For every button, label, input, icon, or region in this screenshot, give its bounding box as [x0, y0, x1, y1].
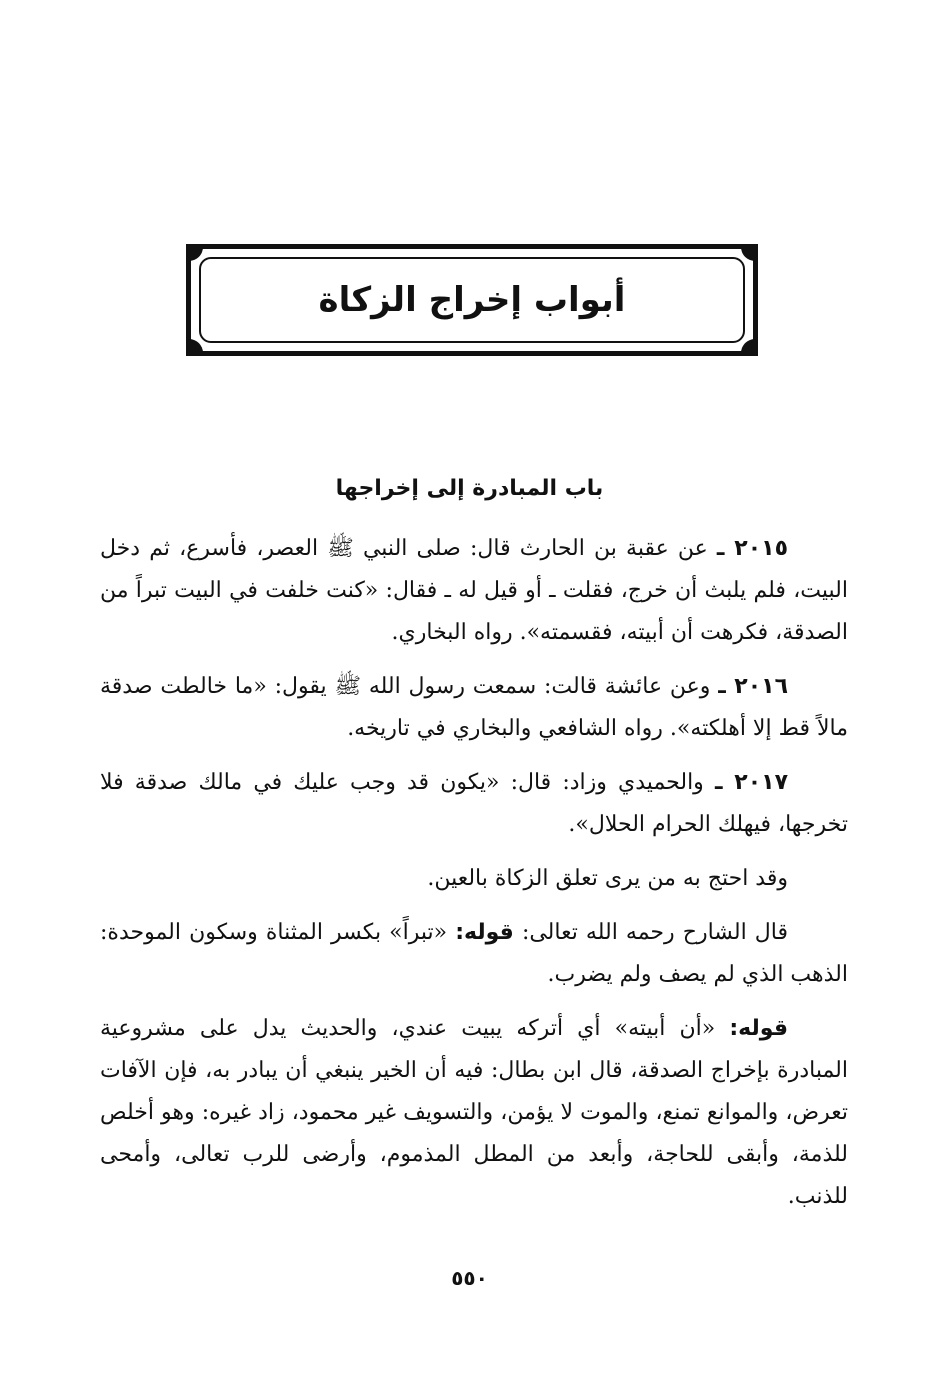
body-text [100, 528, 848, 1230]
title-inner-frame [199, 257, 745, 343]
paragraph-text: «أن أبيته» أي أتركه يبيت عندي، والحديث يدل على مشروعية المبادرة بإخراج الصدقة، قال ابن بطال: فيه أن الخير ينبغي أن يبادر به، فإن الآفات تعرض، والموانع تمنع، والموت لا يؤمن، والتسويف غير محمود، زاد غيره: وهو أخلص للذمة، وأبقى للحاجة، وأبعد من المطل المذموم، وأرضى للرب تعالى، وأمحى للذنب. [100, 1016, 848, 1209]
frame-corner-ornament [741, 339, 755, 353]
chapter-heading: باب المبادرة إلى إخراجها [335, 476, 604, 501]
note-paragraph [100, 858, 848, 900]
hadith-number: ٢٠١٧ ـ [714, 770, 788, 795]
hadith-paragraph [100, 762, 848, 846]
frame-corner-ornament [189, 247, 203, 261]
hadith-paragraph [100, 528, 848, 654]
hadith-number: ٢٠١٥ ـ [716, 536, 788, 561]
paragraph-text: والحميدي وزاد: قال: «يكون قد وجب عليك في مالك صدقة فلا تخرجها، فيهلك الحرام الحلال». [100, 770, 848, 837]
frame-corner-ornament [741, 247, 755, 261]
title-frame [186, 244, 758, 356]
frame-corner-ornament [189, 339, 203, 353]
paragraph-text: «تبراً» بكسر المثناة وسكون الموحدة: الذهب الذي لم يصف ولم يضرب. [100, 920, 848, 987]
paragraph-text: عن عقبة بن الحارث قال: صلى النبي ﷺ العصر، فأسرع، ثم دخل البيت، فلم يلبث أن خرج، فقلت ـ أو قيل له ـ فقال: «كنت خلفت في البيت تبراً من الصدقة، فكرهت أن أبيته، فقسمته». رواه البخاري. [100, 536, 848, 645]
page-number: ٥٥٠ [451, 1266, 488, 1290]
paragraph-lead: قوله: [455, 920, 514, 945]
page-title: أبواب إخراج الزكاة [318, 280, 626, 320]
hadith-number: ٢٠١٦ ـ [718, 674, 788, 699]
hadith-paragraph [100, 666, 848, 750]
paragraph-prefix: قال الشارح رحمه الله تعالى: [521, 920, 789, 945]
paragraph-text: وعن عائشة قالت: سمعت رسول الله ﷺ يقول: «ما خالطت صدقة مالاً قط إلا أهلكته». رواه الشافعي والبخاري في تاريخه. [100, 674, 848, 741]
paragraph-text: وقد احتج به من يرى تعلق الزكاة بالعين. [427, 866, 788, 891]
paragraph-lead: قوله: [729, 1016, 788, 1041]
commentary-paragraph [100, 1008, 848, 1218]
commentary-paragraph [100, 912, 848, 996]
